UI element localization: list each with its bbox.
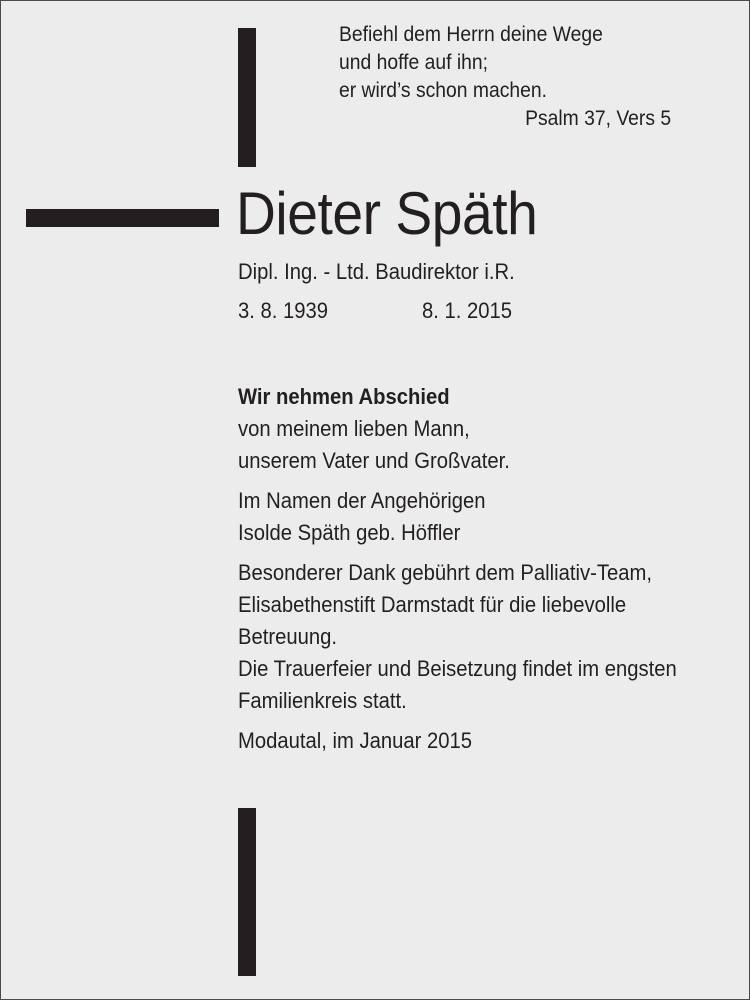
farewell-heading: Wir nehmen Abschied: [238, 384, 450, 409]
cross-top-bar: [238, 28, 256, 167]
quote-line: er wird’s schon machen.: [339, 79, 547, 102]
notice-body: [238, 381, 677, 757]
signature-line: Im Namen der Angehörigen: [238, 488, 486, 513]
psalm-quote: [339, 21, 671, 133]
note-line: Betreuung.: [238, 624, 338, 649]
message-line: unserem Vater und Großvater.: [238, 448, 510, 473]
deceased-title: Dipl. Ing. - Ltd. Baudirektor i.R.: [238, 259, 515, 284]
life-dates: [238, 297, 513, 325]
note-line: Die Trauerfeier und Beisetzung findet im engsten: [238, 656, 677, 681]
place-date: Modautal, im Januar 2015: [238, 728, 473, 753]
note-line: Elisabethenstift Darmstadt für die liebevolle: [238, 592, 627, 617]
note-line: Familienkreis statt.: [238, 688, 407, 713]
deceased-name: Dieter Späth: [236, 180, 538, 247]
quote-line: Befiehl dem Herrn deine Wege: [339, 23, 603, 46]
message-line: von meinem lieben Mann,: [238, 416, 470, 441]
note-line: Besonderer Dank gebührt dem Palliativ-Team,: [238, 560, 653, 585]
cross-left-bar: [26, 209, 219, 227]
quote-line: und hoffe auf ihn;: [339, 51, 488, 74]
cross-bottom-bar: [238, 808, 256, 976]
death-date: 8. 1. 2015: [422, 298, 513, 323]
birth-date: 3. 8. 1939: [238, 298, 329, 323]
quote-reference: Psalm 37, Vers 5: [525, 107, 672, 130]
signature-line: Isolde Späth geb. Höffler: [238, 520, 461, 545]
